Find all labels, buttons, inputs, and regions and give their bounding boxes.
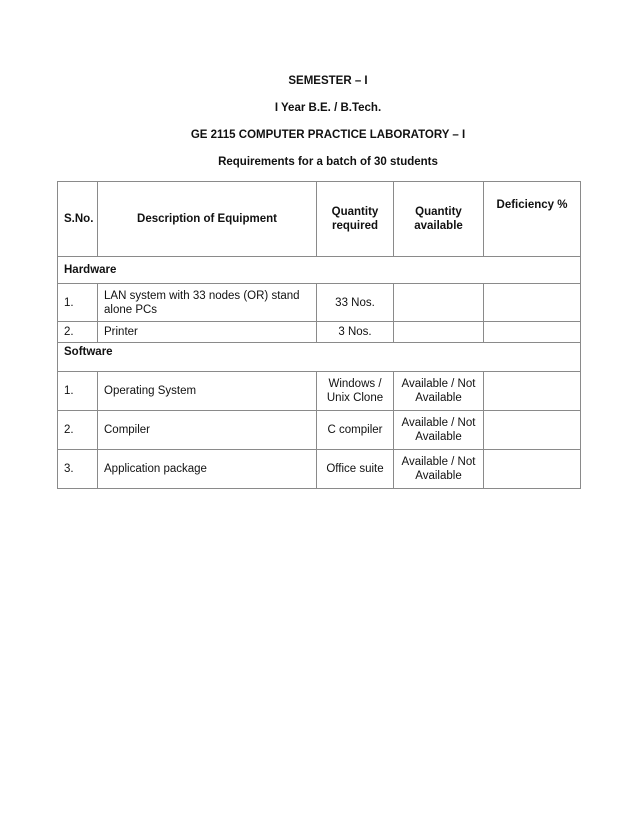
table-row (58, 372, 581, 411)
table-row (58, 411, 581, 450)
cell-qty-available: Available / Not Available (394, 450, 484, 489)
cell-qty-required: 33 Nos. (317, 284, 394, 322)
column-header-qty-required: Quantity required (317, 182, 394, 257)
cell-qty-required: C compiler (317, 411, 394, 450)
cell-qty-available (394, 322, 484, 343)
requirements-heading: Requirements for a batch of 30 students (218, 156, 438, 168)
cell-deficiency (484, 372, 581, 411)
cell-deficiency (484, 284, 581, 322)
cell-deficiency (484, 450, 581, 489)
equipment-table (57, 181, 581, 489)
cell-deficiency (484, 411, 581, 450)
cell-sno: 2. (58, 411, 98, 450)
section-row-hardware (58, 257, 581, 284)
cell-sno: 2. (58, 322, 98, 343)
section-label-hardware: Hardware (58, 257, 581, 284)
cell-sno: 1. (58, 372, 98, 411)
cell-qty-available: Available / Not Available (394, 372, 484, 411)
cell-qty-required: Windows / Unix Clone (317, 372, 394, 411)
cell-qty-required: 3 Nos. (317, 322, 394, 343)
semester-heading: SEMESTER – I (288, 75, 368, 87)
column-header-qty-available: Quantity available (394, 182, 484, 257)
cell-qty-required: Office suite (317, 450, 394, 489)
cell-description: Operating System (98, 372, 317, 411)
cell-description: Compiler (98, 411, 317, 450)
cell-sno: 3. (58, 450, 98, 489)
table-row (58, 322, 581, 343)
column-header-description: Description of Equipment (98, 182, 317, 257)
table-header-row (58, 182, 581, 257)
cell-description: Printer (98, 322, 317, 343)
cell-qty-available (394, 284, 484, 322)
table-row (58, 284, 581, 322)
course-heading: GE 2115 COMPUTER PRACTICE LABORATORY – I (190, 129, 466, 141)
cell-description: LAN system with 33 nodes (OR) stand alone PCs (98, 284, 317, 322)
column-header-deficiency: Deficiency % (484, 182, 581, 257)
column-header-sno: S.No. (58, 182, 98, 257)
cell-sno: 1. (58, 284, 98, 322)
cell-qty-available: Available / Not Available (394, 411, 484, 450)
year-heading: I Year B.E. / B.Tech. (274, 102, 382, 114)
cell-description: Application package (98, 450, 317, 489)
section-row-software (58, 343, 581, 372)
section-label-software: Software (58, 343, 581, 372)
table-row (58, 450, 581, 489)
cell-deficiency (484, 322, 581, 343)
